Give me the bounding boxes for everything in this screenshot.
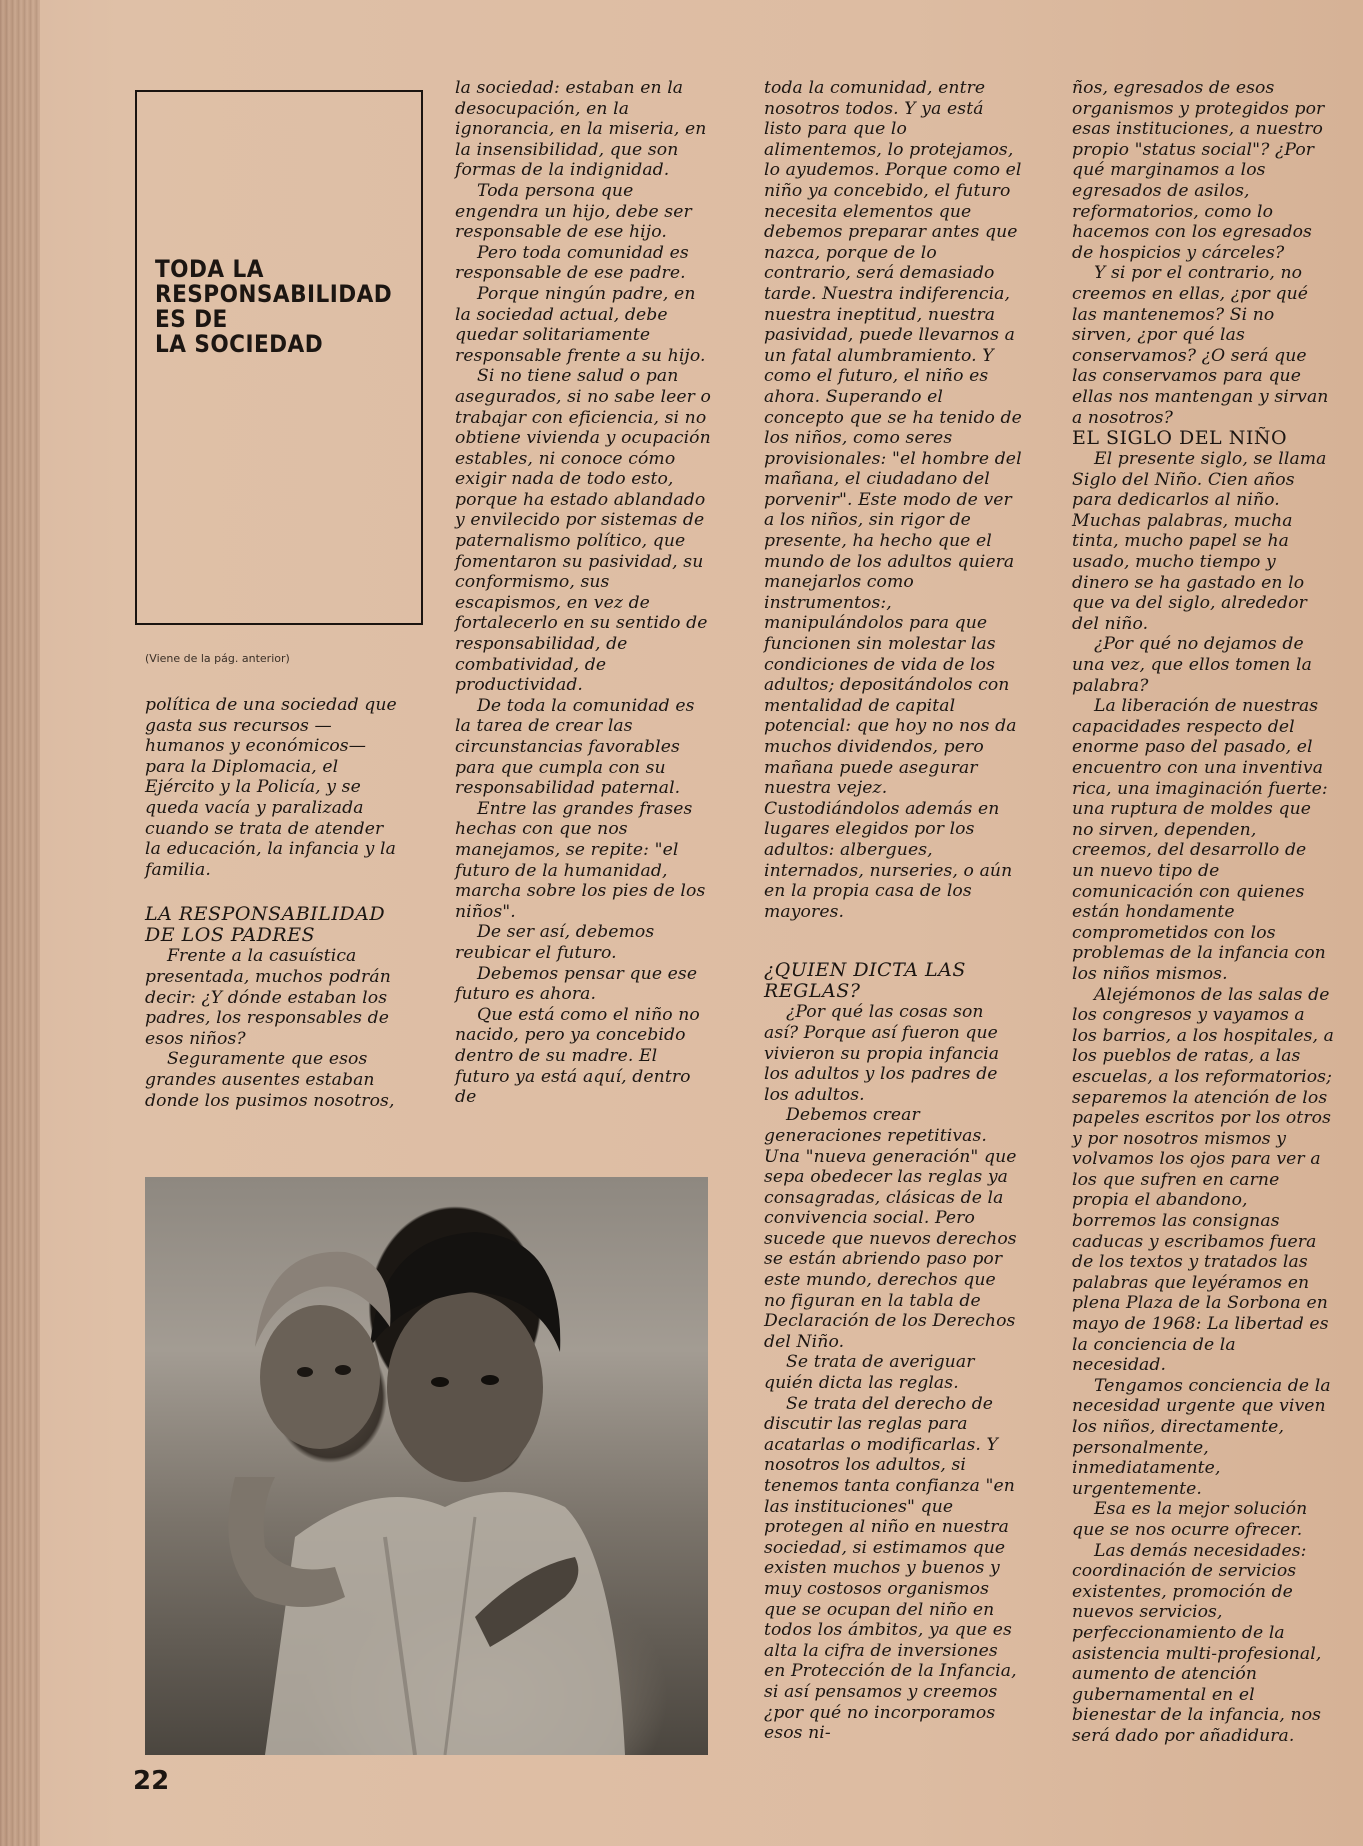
col4-paragraph-7: Tengamos conciencia de la necesidad urgente que viven los niños, directamente, personalmente, inmediatamente, urgentemente. <box>1072 1375 1331 1499</box>
page-number: 22 <box>133 1766 170 1796</box>
col3-paragraph-1: toda la comunidad, entre nosotros todos. Y ya está listo para que lo alimentemos, lo protejamos, lo ayudemos. Porque como el niño ya concebido, el futuro necesita elementos que debemos preparar antes que nazca, porque de lo contrario, será demasiado tarde. Nuestra indiferencia, nuestra ineptitud, nuestra pasividad, puede llevarnos a un fatal alumbramiento. Y como el futuro, el niño es ahora. Superando el concepto que se ha tenido de los niños, como seres provisionales: "el hombre del mañana, el ciudadano del porvenir". Este modo de ver a los niños, sin rigor de presente, ha hecho que el mundo de los adultos quiera manejarlos como instrumentos:, manipulándolos para que funcionen sin molestar las condiciones de vida de los adultos; depositándolos con mentalidad de capital potencial: que hoy no nos da muchos dividendos, pero mañana puede asegurar nuestra vejez. Custodiándolos además en lugares elegidos por los adultos: albergues, internados, nurseries, o aún en la propia casa de los mayores. <box>764 78 1022 922</box>
col2-paragraph-7: Entre las grandes frases hechas con que nos manejamos, se repite: "el futuro de la humanidad, marcha sobre los pies de los niños". <box>455 798 706 922</box>
col3-heading: ¿QUIEN DICTA LAS REGLAS? <box>764 959 966 1003</box>
col4-paragraph-2: Y si por el contrario, no creemos en ellas, ¿por qué las mantenemos? Si no sirven, ¿por qué las conservamos? ¿O será que las conservamos para que ellas nos mantengan y sirvan a nosotros? <box>1072 263 1329 428</box>
col1-paragraph-2: Frente a la casuística presentada, muchos podrán decir: ¿Y dónde estaban los padres, los responsables de esos niños? <box>145 946 391 1049</box>
col4-paragraph-4: ¿Por qué no dejamos de una vez, que ellos tomen la palabra? <box>1072 634 1312 696</box>
title-box <box>135 90 423 625</box>
col4-paragraph-8: Esa es la mejor solución que se nos ocurre ofrecer. <box>1072 1499 1308 1540</box>
title-line-3: ES DE <box>155 305 228 333</box>
col4-paragraph-9: Las demás necesidades: coordinación de servicios existentes, promoción de nuevos servicios, perfeccionamiento de la asistencia multi-profesional, aumento de atención gubernamental en el bienestar de la infancia, nos será dado por añadidura. <box>1072 1540 1322 1746</box>
col2-paragraph-3: Pero toda comunidad es responsable de ese padre. <box>455 242 689 284</box>
col3-paragraph-4: Se trata de averiguar quién dicta las reglas. <box>764 1352 975 1394</box>
col2-paragraph-9: Debemos pensar que ese futuro es ahora. <box>455 963 698 1005</box>
column-3 <box>764 78 1022 1744</box>
col2-paragraph-5: Si no tiene salud o pan asegurados, si no sabe leer o trabajar con eficiencia, si no obtiene vivienda y ocupación estables, ni conoce cómo exigir nada de todo esto, porque ha estado ablandado y envilecido por sistemas de paternalismo político, que fomentaron su pasividad, su conformismo, sus escapismos, en vez de fortalecerlo en su sentido de responsabilidad, de combatividad, de productividad. <box>455 366 712 696</box>
column-2 <box>455 78 713 1108</box>
col4-paragraph-6: Alejémonos de las salas de los congresos y vayamos a los barrios, a los hospitales, a los pueblos de ratas, a las escuelas, a los reformatorios; separemos la atención de los papeles escritos por los otros y por nosotros mismos y volvamos los ojos para ver a los que sufren en carne propia el abandono, borremos las consignas caducas y escribamos fuera de los textos y tratados las palabras que leyéramos en plena Plaza de la Sorbona en mayo de 1968: La libertad es la conciencia de la necesidad. <box>1072 984 1334 1376</box>
col1-paragraph-1: política de una sociedad que gasta sus recursos —humanos y económicos— para la Diplomacia, el Ejército y la Policía, y se queda vacía y paralizada cuando se trata de atender la educación, la infancia y la familia. <box>145 695 397 880</box>
col1-paragraph-3: Seguramente que esos grandes ausentes estaban donde los pusimos nosotros, <box>145 1049 395 1111</box>
col2-paragraph-1: la sociedad: estaban en la desocupación, en la ignorancia, en la miseria, en la insensibilidad, que son formas de la indignidad. <box>455 78 707 181</box>
col1-heading: LA RESPONSABILIDAD DE LOS PADRES <box>145 903 386 947</box>
col3-paragraph-2: ¿Por qué las cosas son así? Porque así fueron que vivieron su propia infancia los adultos y los padres de los adultos. <box>764 1002 1000 1105</box>
col4-paragraph-5: La liberación de nuestras capacidades respecto del enorme paso del pasado, el encuentro con una inventiva rica, una imaginación fuerte: una ruptura de moldes que no sirven, dependen, creemos, del desarrollo de un nuevo tipo de comunicación con quienes están hondamente comprometidos con los problemas de la infancia con los niños mismos. <box>1072 696 1328 984</box>
children-photo <box>145 1177 708 1755</box>
title-line-1: TODA LA <box>155 255 264 283</box>
page-spine <box>0 0 40 1846</box>
col4-paragraph-1: ños, egresados de esos organismos y protegidos por esas instituciones, a nuestro propio "status social"? ¿Por qué marginamos a los egresados de asilos, reformatorios, como lo hacemos con los egresados de hospicios y cárceles? <box>1072 78 1325 263</box>
title-line-4: LA SOCIEDAD <box>155 330 324 358</box>
col2-paragraph-10: Que está como el niño no nacido, pero ya concebido dentro de su madre. El futuro ya está aquí, dentro de <box>455 1004 700 1108</box>
col3-paragraph-5: Se trata del derecho de discutir las reglas para acatarlas o modificarlas. Y nosotros los adultos, si tenemos tanta confianza "en las instituciones" que protegen al niño en nuestra sociedad, si estimamos que existen muchos y buenos y muy costosos organismos que se ocupan del niño en todos los ámbitos, ya que es alta la cifra de inversiones en Protección de la Infancia, si así pensamos y creemos ¿por qué no incorporamos esos ni- <box>764 1393 1017 1744</box>
article-title <box>155 255 393 358</box>
col2-paragraph-6: De toda la comunidad es la tarea de crear las circunstancias favorables para que cumpla con su responsabilidad paternal. <box>455 695 695 799</box>
col2-paragraph-4: Porque ningún padre, en la sociedad actual, debe quedar solitariamente responsable frente a su hijo. <box>455 283 706 366</box>
continuation-note: (Viene de la pág. anterior) <box>145 652 290 665</box>
col4-heading: EL SIGLO DEL NIÑO <box>1072 427 1288 450</box>
col4-paragraph-3: El presente siglo, se llama Siglo del Niño. Cien años para dedicarlos al niño. Muchas palabras, mucha tinta, mucho papel se ha usado, mucho tiempo y dinero se ha gastado en lo que va del siglo, alrededor del niño. <box>1072 449 1327 634</box>
col2-paragraph-8: De ser así, debemos reubicar el futuro. <box>455 922 655 963</box>
column-1 <box>145 695 403 1111</box>
col2-paragraph-2: Toda persona que engendra un hijo, debe ser responsable de ese hijo. <box>455 180 692 243</box>
col3-paragraph-3: Debemos crear generaciones repetitivas. Una "nueva generación" que sepa obedecer las reglas ya consagradas, clásicas de la convivencia social. Pero sucede que nuevos derechos se están abriendo paso por este mundo, derechos que no figuran en la tabla de Declaración de los Derechos del Niño. <box>764 1105 1017 1352</box>
photo-illustration <box>145 1177 708 1755</box>
title-line-2: RESPONSABILIDAD <box>155 280 393 308</box>
column-4 <box>1072 78 1334 1747</box>
